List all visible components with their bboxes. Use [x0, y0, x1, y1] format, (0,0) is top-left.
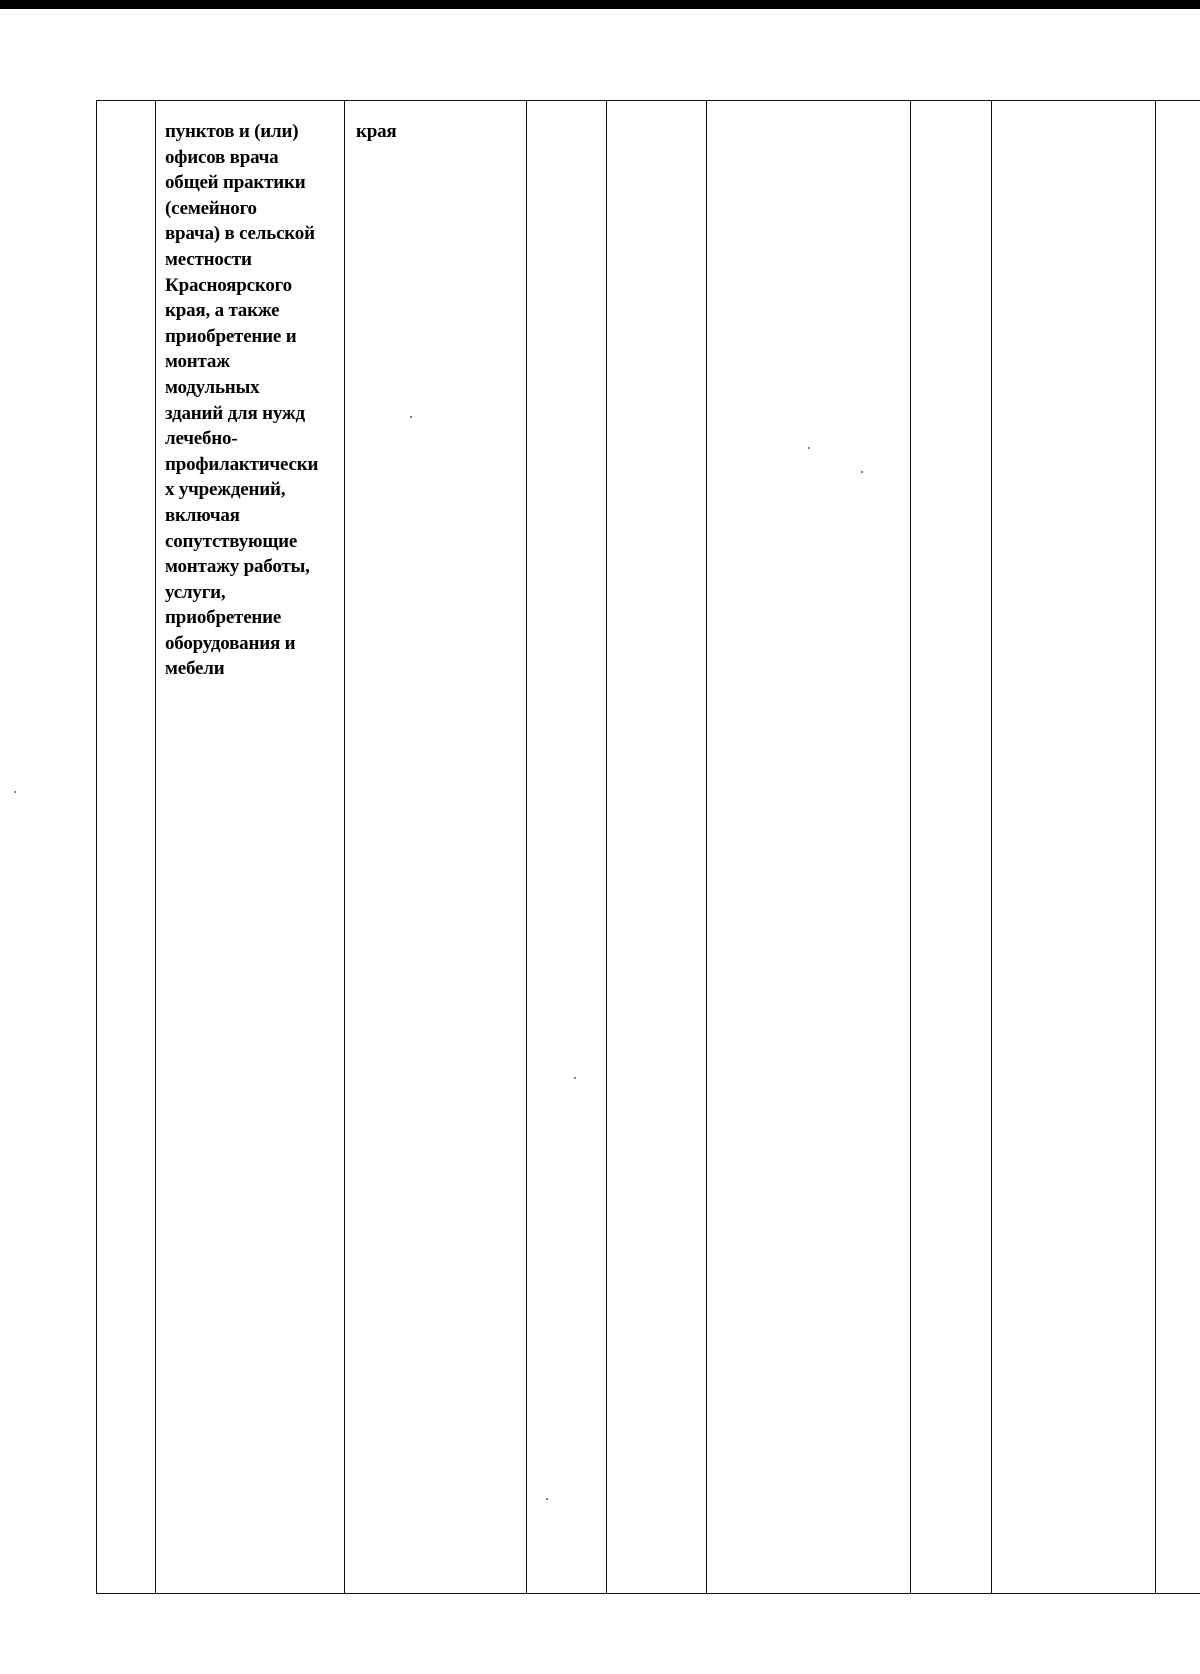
column-divider — [606, 101, 607, 1593]
column-divider — [1155, 101, 1156, 1593]
table-cell-description: пунктов и (или) офисов врача общей практики (семейного врача) в сельской местности Красноярского края, а также приобретение и монтаж модульных зданий для нужд лечебно- профилактически х учреждений, включая сопутствующие монтажу работы, услуги, приобретение оборудования и мебели — [165, 121, 319, 680]
column-divider — [526, 101, 527, 1593]
scan-speck — [861, 471, 863, 473]
document-table — [96, 100, 1200, 1594]
scan-speck — [808, 447, 810, 449]
scan-speck — [14, 791, 16, 793]
column-divider — [910, 101, 911, 1593]
scan-speck — [410, 416, 412, 418]
table-cell-region: края — [356, 121, 397, 142]
scan-top-edge — [0, 0, 1200, 9]
column-divider — [155, 101, 156, 1593]
scan-speck — [546, 1498, 548, 1500]
column-divider — [991, 101, 992, 1593]
scan-speck — [574, 1077, 576, 1079]
column-divider — [344, 101, 345, 1593]
column-divider — [706, 101, 707, 1593]
